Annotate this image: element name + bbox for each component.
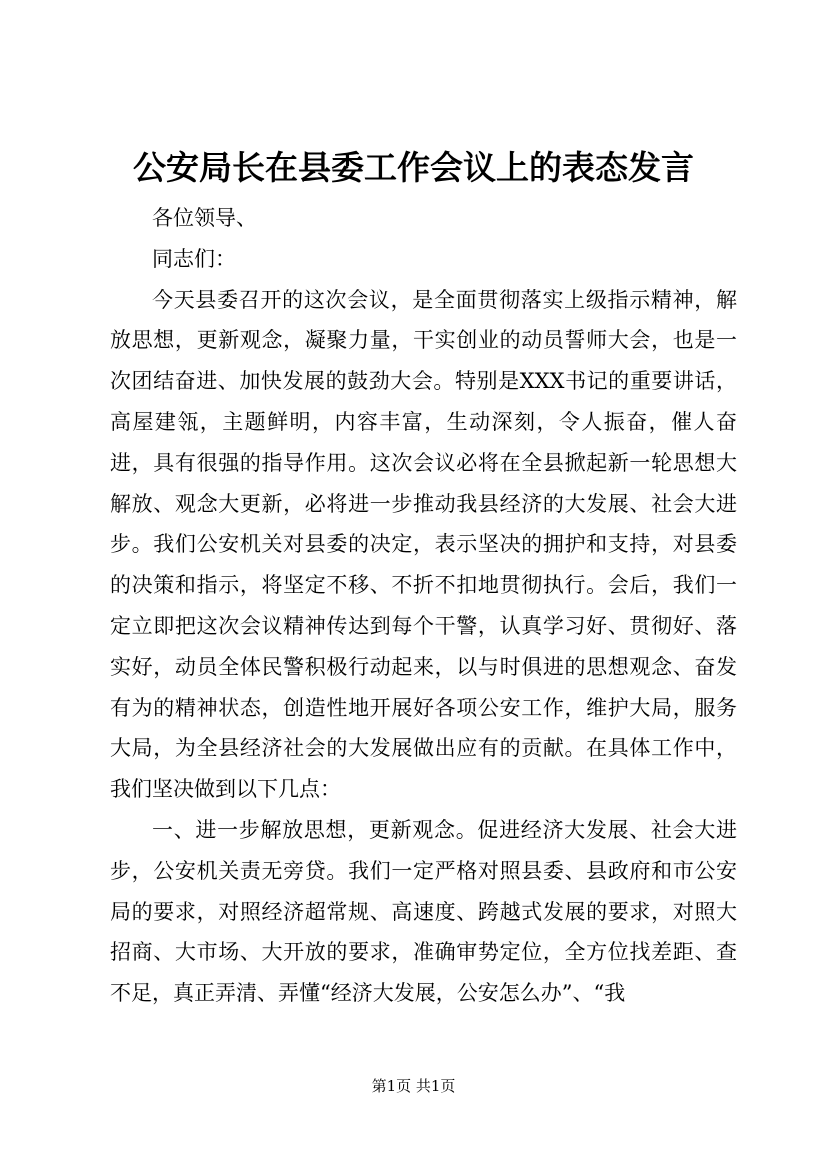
document-title: 公安局长在县委工作会议上的表态发言 (133, 148, 694, 187)
page-footer: 第1页 共1页 (371, 1077, 456, 1095)
body-paragraph-1: 今天县委召开的这次会议，是全面贯彻落实上级指示精神，解放思想，更新观念，凝聚力量，干实创业的动员誓师大会，也是一次团结奋进、加快发展的鼓劲大会。特别是XXX书记的重要讲话，高屋建瓴，主题鲜明，内容丰富，生动深刻，令人振奋，催人奋进，具有很强的指导作用。这次会议必将在全县掀起新一轮思想大解放、观念大更新，必将进一步推动我县经济的大发展、社会大进步。我们公安机关对县委的决定，表示坚决的拥护和支持，对县委的决策和指示，将坚定不移、不折不扣地贯彻执行。会后，我们一定立即把这次会议精神传达到每个干警，认真学习好、贯彻好、落实好，动员全体民警积极行动起来，以与时俱进的思想观念、奋发有为的精神状态，创造性地开展好各项公安工作，维护大局，服务大局，为全县经济社会的大发展做出应有的贡献。在具体工作中，我们坚决做到以下几点： (110, 287, 737, 802)
salutation-comrades: 同志们： (152, 246, 236, 271)
body-paragraph-2: 一、进一步解放思想，更新观念。促进经济大发展、社会大进步，公安机关责无旁贷。我们一定严格对照县委、县政府和市公安局的要求，对照经济超常规、高速度、跨越式发展的要求，对照大招商、大市场、大开放的要求，准确审势定位，全方位找差距、查不足，真正弄清、弄懂“经济大发展，公安怎么办”、“我 (110, 817, 737, 1006)
salutation-leaders: 各位领导、 (152, 206, 257, 230)
document-body (110, 198, 737, 1014)
